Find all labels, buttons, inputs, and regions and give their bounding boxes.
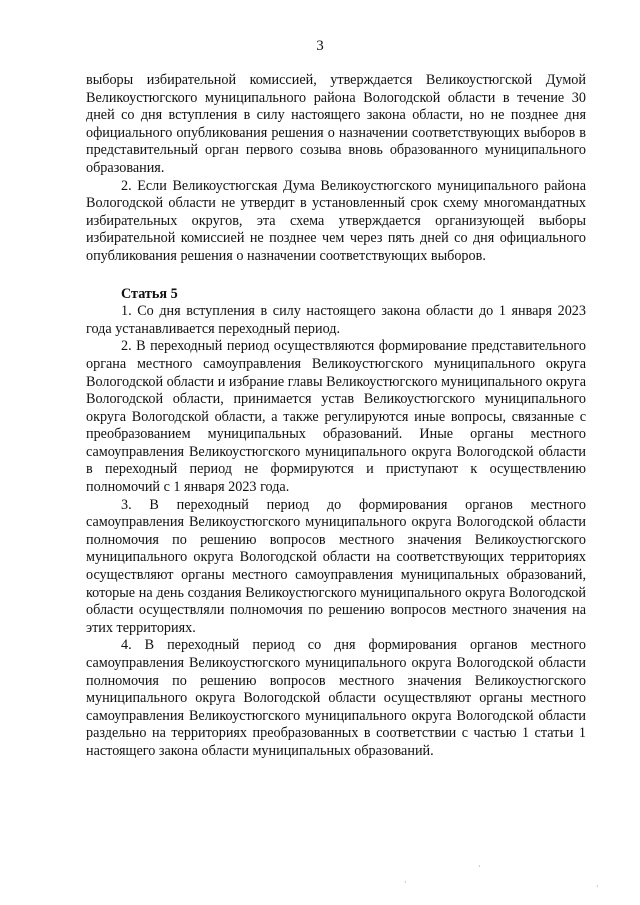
article-paragraph-1: 1. Со дня вступления в силу настоящего закона области до 1 января 2023 года устанавливается переходный период.: [86, 303, 586, 337]
paragraph-continuation: выборы избирательной комиссией, утверждается Великоустюгской Думой Великоустюгского муниципального района Вологодской области в течение 30 дней со дня вступления в силу настоящего закона области, но не позднее дня официального опубликования решения о назначении соответствующих выборов в представительный орган первого созыва вновь образованного муниципального образования.: [86, 72, 586, 176]
article-title: Статья 5: [121, 285, 178, 302]
scan-speck: ·: [404, 878, 407, 887]
article-paragraph-3: 3. В переходный период до формирования органов местного самоуправления Великоустюгского муниципального округа Вологодской области полномочия по решению вопросов местного значения Великоустюгского муниципального округа Вологодской области на соответствующих территориях осуществляют органы местного самоуправления муниципальных образований, которые на день создания Великоустюгского муниципального округа Вологодской области осуществляли полномочия по решению вопросов местного значения на этих территориях.: [86, 496, 586, 636]
paragraph-2: 2. Если Великоустюгская Дума Великоустюгского муниципального района Вологодской области не утвердит в установленный срок схему многомандатных избирательных округов, эта схема утверждается организующей выборы избирательной комиссией не позднее чем через пять дней со дня официального опубликования решения о назначении соответствующих выборов.: [86, 177, 586, 264]
scan-speck: ·: [596, 882, 599, 891]
article-paragraph-2: 2. В переходный период осуществляются формирование представительного органа местного самоуправления Великоустюгского муниципального округа Вологодской области и избрание главы Великоустюгского муниципального округа Вологодской области, принимается устав Великоустюгского муниципального округа Вологодской области, а также регулируются иные вопросы, связанные с преобразованием муниципальных образований. Иные органы местного самоуправления Великоустюгского муниципального округа Вологодской области в переходный период не формируются и приступают к осуществлению полномочий с 1 января 2023 года.: [86, 338, 586, 496]
document-body: [86, 72, 586, 761]
scan-speck: ·: [478, 862, 481, 871]
article-paragraph-4: 4. В переходный период со дня формирования органов местного самоуправления Великоустюгского муниципального округа Вологодской области полномочия по решению вопросов местного значения Великоустюгского муниципального округа Вологодской области осуществляют органы местного самоуправления Великоустюгского муниципального округа Вологодской области раздельно на территориях преобразованных в соответствии с частью 1 статьи 1 настоящего закона области муниципальных образований.: [86, 637, 586, 759]
page-number: 3: [316, 38, 324, 54]
